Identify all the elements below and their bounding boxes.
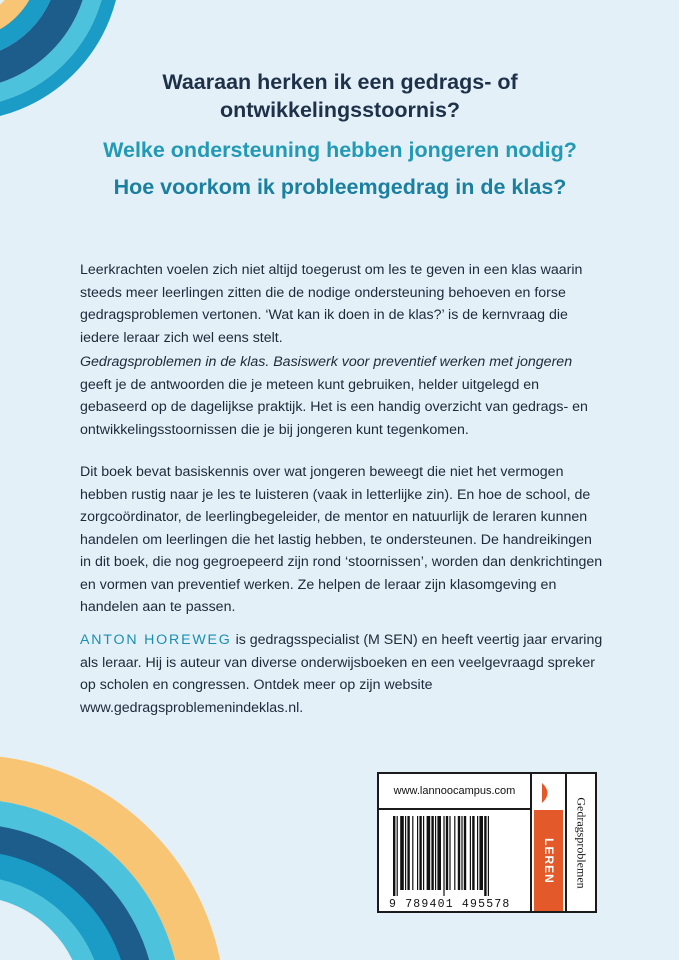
category-label-text: LEREN — [541, 837, 556, 884]
barcode-bar — [488, 816, 489, 896]
spine-title — [565, 774, 595, 911]
barcode-bar — [484, 816, 486, 896]
barcode-bar — [472, 816, 474, 890]
book-description-paragraph — [80, 351, 604, 441]
lannoo-campus-logo-icon — [539, 781, 555, 805]
barcode-bar — [461, 816, 462, 890]
question-heading-2: Welke ondersteuning hebben jongeren nodig? — [103, 138, 577, 162]
barcode-bar — [458, 816, 460, 890]
question-heading-3: Hoe voorkom ik probleemgedrag in de klas? — [113, 175, 567, 199]
barcode-icon — [389, 816, 521, 896]
barcode-bar — [419, 816, 421, 890]
barcode-box — [377, 772, 597, 913]
intro-paragraph: Leerkrachten voelen zich niet altijd toegerust om les te geven in een klas waarin steeds meer leerlingen zitten die de nodige ondersteuning behoeven en forse gedragsproblemen vertonen. ‘Wat kan ik doen in de klas?’ is de kernvraag die iedere leraar zich wel eens stelt. — [80, 262, 583, 346]
question-heading-1-line1: Waaraan herken ik een gedrags- of — [162, 70, 518, 94]
barcode-bar — [431, 816, 433, 890]
barcode-bar — [470, 816, 471, 890]
barcode-bar — [479, 816, 483, 890]
barcode-bar — [477, 816, 478, 890]
category-label — [534, 810, 563, 911]
barcode-bar — [443, 816, 444, 896]
barcode-bar — [397, 816, 398, 896]
barcode-bar — [464, 816, 466, 890]
barcode-bar — [446, 816, 448, 890]
barcode-bar — [427, 816, 431, 890]
barcode-bar — [437, 816, 441, 890]
barcode-bar — [412, 816, 413, 890]
barcode-bar — [423, 816, 424, 890]
barcode — [389, 816, 521, 912]
isbn-number: 9 789401 495578 — [389, 898, 511, 911]
barcode-bar — [407, 816, 409, 890]
barcode-bar — [417, 816, 418, 890]
barcode-bar — [405, 816, 406, 890]
author-paragraph — [80, 629, 604, 719]
spine-title-text: Gedragsproblemen — [574, 796, 589, 889]
author-name: ANTON HOREWEG — [80, 632, 232, 648]
box-divider — [530, 774, 532, 911]
publisher-url: www.lannoocampus.com — [379, 774, 530, 810]
barcode-bar — [393, 816, 395, 896]
barcode-bar — [435, 816, 436, 890]
question-heading-1 — [40, 68, 640, 124]
barcode-bar — [400, 816, 404, 890]
book-title-italic: Gedragsproblemen in de klas. Basiswerk voor preventief werken met jongeren — [80, 354, 573, 370]
book-description-text: geeft je de antwoorden die je meteen kunt gebruiken, helder uitgelegd en gebaseerd op de dagelijkse praktijk. Het is een handig overzicht van gedrags- en ontwikkelingsstoornissen die je bij jongeren kunt tegenkomen. — [80, 376, 588, 438]
content-paragraph: Dit boek bevat basiskennis over wat jongeren beweegt die niet het vermogen hebben rustig naar je les te luisteren (vaak in letterlijke zin). En hoe de school, de zorgcoördinator, de leerlingbegeleider, de mentor en natuurlijk de leraren kunnen handelen om leerlingen die het lastig hebben, te ondersteunen. De handreikingen in dit boek, die nog gegroepeerd zijn rond ‘stoornissen’, worden dan denkrichtingen en vormen van preventief werken. Ze helpen de leraar zijn klasomgeving en handelen aan te passen. — [80, 464, 603, 615]
question-heading-1-line2: ontwikkelingsstoornis? — [219, 98, 461, 122]
author-bio: is gedragsspecialist (M SEN) en heeft veertig jaar ervaring als leraar. Hij is auteur van diverse onderwijsboeken en een veelgevraagd spreker op scholen en congressen. Ontdek meer op zijn website www.gedragsproblemenindeklas.nl. — [80, 632, 603, 716]
barcode-bar — [454, 816, 455, 890]
barcode-bar — [449, 816, 450, 890]
